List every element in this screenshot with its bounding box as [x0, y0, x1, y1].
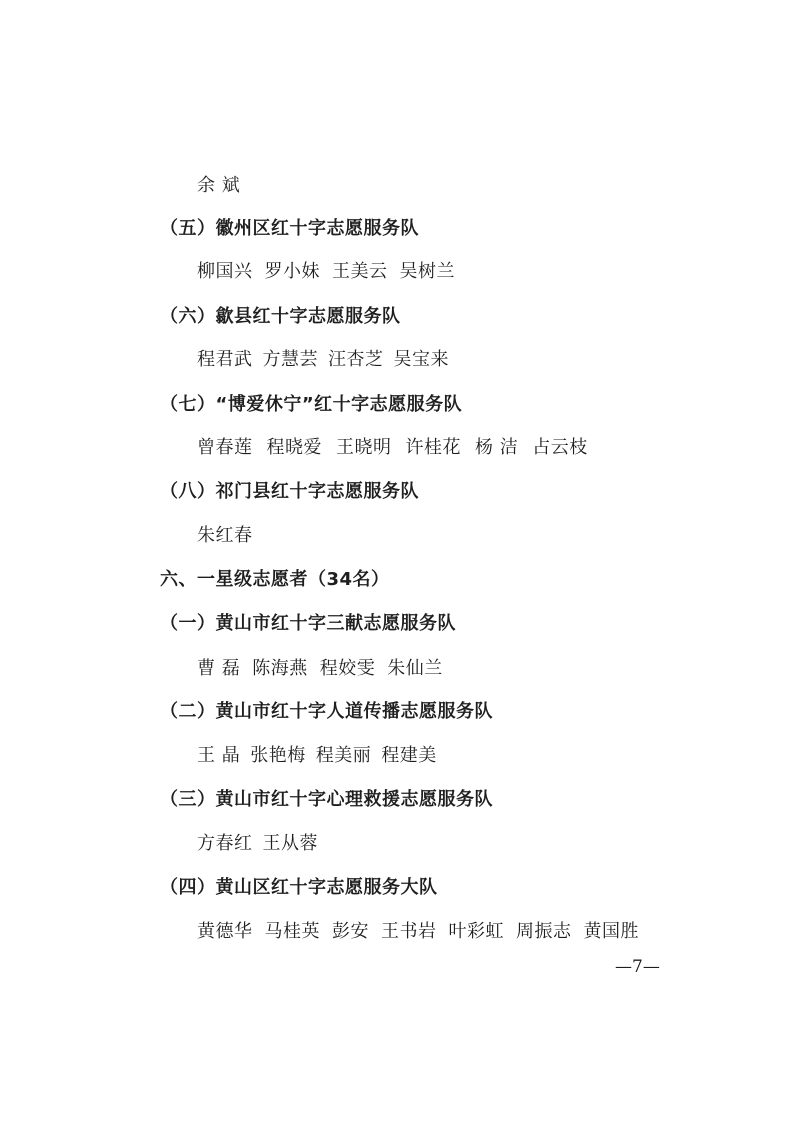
member-name: 许桂花 — [405, 437, 461, 458]
team-heading: （三）黄山市红十字心理救援志愿服务队 — [160, 789, 493, 810]
member-names-line — [197, 920, 639, 944]
team-heading: （五）徽州区红十字志愿服务队 — [160, 218, 419, 239]
member-name: 朱仙兰 — [387, 658, 443, 679]
member-name: 王书岩 — [381, 921, 437, 942]
member-name: 黄国胜 — [583, 921, 639, 942]
member-name: 程晓爱 — [266, 437, 322, 458]
member-name: 王美云 — [332, 261, 388, 282]
member-name: 吴宝来 — [393, 349, 449, 370]
member-name: 张艳梅 — [250, 745, 306, 766]
member-names-line — [197, 832, 318, 856]
member-name: 曹 磊 — [197, 658, 241, 679]
member-names-line — [197, 657, 443, 681]
member-name: 马桂英 — [264, 921, 320, 942]
member-names-line — [197, 436, 588, 460]
member-name: 程姣雯 — [319, 658, 376, 679]
team-heading: （一）黄山市红十字三献志愿服务队 — [160, 613, 456, 634]
member-names-line — [197, 744, 437, 768]
team-heading: （八）祁门县红十字志愿服务队 — [160, 481, 419, 502]
member-name: 方慧芸 — [262, 349, 318, 370]
team-heading: （七）“博爱休宁”红十字志愿服务队 — [160, 394, 463, 415]
member-name: 占云枝 — [532, 437, 588, 458]
member-name: 叶彩虹 — [448, 921, 504, 942]
member-name: 程建美 — [381, 745, 437, 766]
member-name: 罗小妹 — [264, 261, 320, 282]
member-names-line — [197, 260, 455, 284]
team-heading: （二）黄山市红十字人道传播志愿服务队 — [160, 701, 493, 722]
member-name: 周振志 — [516, 921, 572, 942]
member-name: 汪杏芝 — [328, 349, 384, 370]
member-name: 柳国兴 — [197, 261, 253, 282]
member-name: 程美丽 — [315, 745, 372, 766]
member-name: 王从蓉 — [262, 833, 318, 854]
section-heading: 六、一星级志愿者（34名） — [160, 569, 390, 590]
member-name: 陈海燕 — [252, 658, 308, 679]
team-heading: （六）歙县红十字志愿服务队 — [160, 306, 401, 327]
member-name: 彭安 — [332, 921, 369, 942]
member-name: 黄德华 — [197, 921, 253, 942]
member-name: 余 斌 — [197, 175, 241, 196]
page-number: —7— — [615, 957, 660, 977]
team-heading: （四）黄山区红十字志愿服务大队 — [160, 877, 438, 898]
member-names-line — [197, 348, 449, 372]
member-name: 曾春莲 — [197, 437, 253, 458]
member-name: 杨 洁 — [475, 437, 519, 458]
member-name: 朱红春 — [197, 525, 253, 546]
member-name: 程君武 — [197, 349, 253, 370]
member-name: 王晓明 — [336, 437, 392, 458]
member-name: 王 晶 — [197, 745, 241, 766]
member-names-line — [197, 524, 253, 548]
member-name: 吴树兰 — [399, 261, 455, 282]
member-names-line — [197, 174, 240, 198]
member-name: 方春红 — [197, 833, 253, 854]
